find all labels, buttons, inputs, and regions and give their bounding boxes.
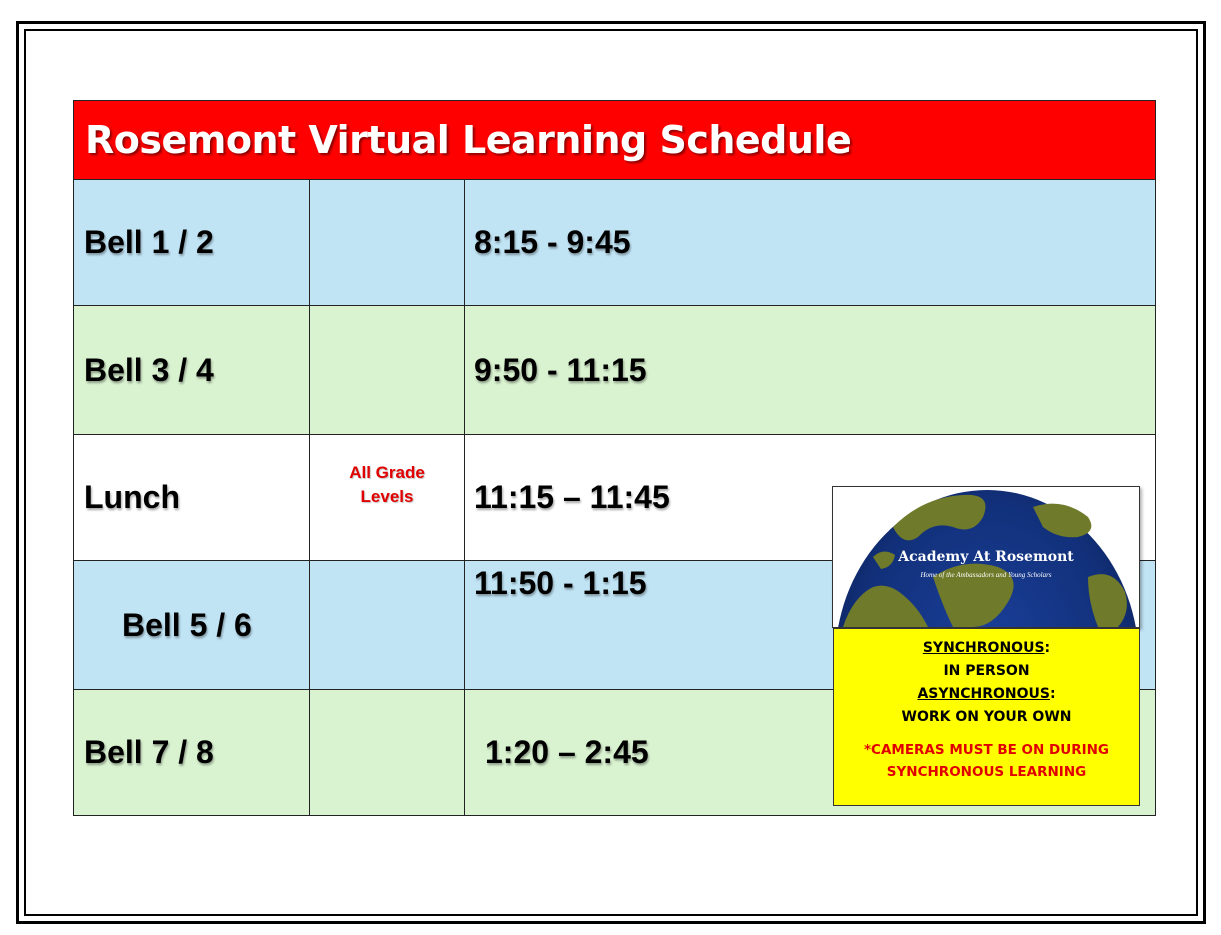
table-row <box>74 180 1156 306</box>
academy-logo <box>832 486 1140 628</box>
legend-async-term: ASYNCHRONOUS: <box>917 686 1056 702</box>
time-range: 11:15 – 11:45 <box>465 435 1156 561</box>
note-line: All Grade <box>349 463 425 482</box>
table-row <box>74 306 1156 435</box>
bell-label: Bell 3 / 4 <box>74 306 310 435</box>
time-range: 11:50 - 1:15 <box>465 561 1156 690</box>
camera-warning <box>834 739 1139 783</box>
time-range: 8:15 - 9:45 <box>465 180 1156 306</box>
warning-line: *CAMERAS MUST BE ON DURING <box>863 742 1110 758</box>
legend-sync-desc: IN PERSON <box>943 663 1030 679</box>
time-range: 9:50 - 11:15 <box>465 306 1156 435</box>
academy-tagline: Home of the Ambassadors and Young Scholars <box>920 571 1052 579</box>
note-cell <box>310 180 465 306</box>
note-cell <box>310 435 465 561</box>
note-line: Levels <box>360 487 414 506</box>
note-cell <box>310 690 465 816</box>
legend-async-desc: WORK ON YOUR OWN <box>901 709 1072 725</box>
legend-sync-term: SYNCHRONOUS: <box>922 640 1051 656</box>
legend-box <box>833 628 1140 806</box>
bell-label: Bell 1 / 2 <box>74 180 310 306</box>
bell-label: Bell 7 / 8 <box>74 690 310 816</box>
bell-label: Bell 5 / 6 <box>74 561 310 690</box>
academy-name: Academy At Rosemont <box>898 549 1074 565</box>
warning-line: SYNCHRONOUS LEARNING <box>886 764 1087 780</box>
time-range: 1:20 – 2:45 <box>465 690 1156 816</box>
bell-label: Lunch <box>74 435 310 561</box>
note-cell <box>310 561 465 690</box>
note-cell <box>310 306 465 435</box>
schedule-title: Rosemont Virtual Learning Schedule <box>74 101 1156 180</box>
